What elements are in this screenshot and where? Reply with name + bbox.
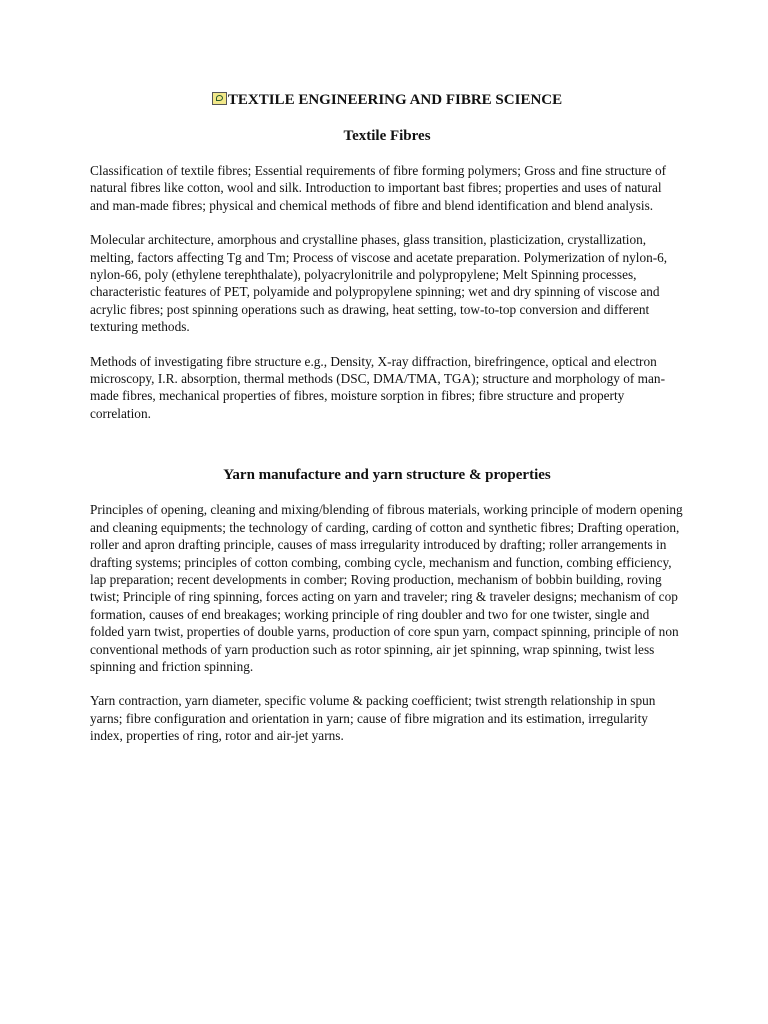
paragraph: Molecular architecture, amorphous and crystalline phases, glass transition, plasticization, crystallization, melting, factors affecting Tg and Tm; Process of viscose and acetate preparation. Polymerization of nylon-6, nylon-66, poly (ethylene terephthalate), polyacrylonitrile and polypropylene; Melt Spinning processes, characteristic features of PET, polyamide and polypropylene spinning; wet and dry spinning of viscose and acrylic fibres; post spinning operations such as drawing, heat setting, tow-to-top conversion and different texturing methods. — [90, 232, 668, 335]
paragraph: Methods of investigating fibre structure e.g., Density, X-ray diffraction, birefringence, optical and electron microscopy, I.R. absorption, thermal methods (DSC, DMA/TMA, TGA); structure and morphology of man-made fibres, mechanical properties of fibres, moisture sorption in fibres; fibre structure and property correlation. — [90, 353, 666, 421]
document-icon — [212, 92, 227, 105]
section-heading-textile-fibres: Textile Fibres — [343, 128, 431, 144]
section-heading-yarn-manufacture: Yarn manufacture and yarn structure & properties — [223, 467, 551, 484]
paragraph: Yarn contraction, yarn diameter, specific volume & packing coefficient; twist strength relationship in spun yarns; fibre configuration and orientation in yarn; cause of fibre migration and its estimation, irregularity index, properties of ring, rotor and air-jet yarns. — [90, 693, 656, 744]
document-title-text: TEXTILE ENGINEERING AND FIBRE SCIENCE — [227, 92, 563, 108]
section-spacer — [90, 439, 684, 465]
paragraph: Classification of textile fibres; Essential requirements of fibre forming polymers; Gross and fine structure of natural fibres like cotton, wool and silk. Introduction to important bast fibres; properties and uses of natural and man-made fibres; physical and chemical methods of fibre and blend identification and blend analysis. — [90, 163, 667, 213]
paragraph: Principles of opening, cleaning and mixing/blending of fibrous materials, working principle of modern opening and cleaning equipments; the technology of carding, carding of cotton and synthetic fibres; Drafting operation, roller and apron drafting principle, causes of mass irregularity introduced by drafting; roller arrangements in drafting systems; principles of cotton combing, combing cycle, mechanism and function, combing efficiency, lap preparation; recent developments in comber; Roving production, mechanism of bobbin building, roving twist; Principle of ring spinning, forces acting on yarn and traveler; ring & traveler designs; mechanism of cop formation, causes of end breakages; working principle of ring doubler and two for one twister, single and folded yarn twist, properties of double yarns, production of core spun yarn, compact spinning, principle of non conventional methods of yarn production such as rotor spinning, air jet spinning, wrap spinning, twist less spinning and friction spinning. — [90, 502, 683, 674]
document-title — [90, 90, 684, 110]
